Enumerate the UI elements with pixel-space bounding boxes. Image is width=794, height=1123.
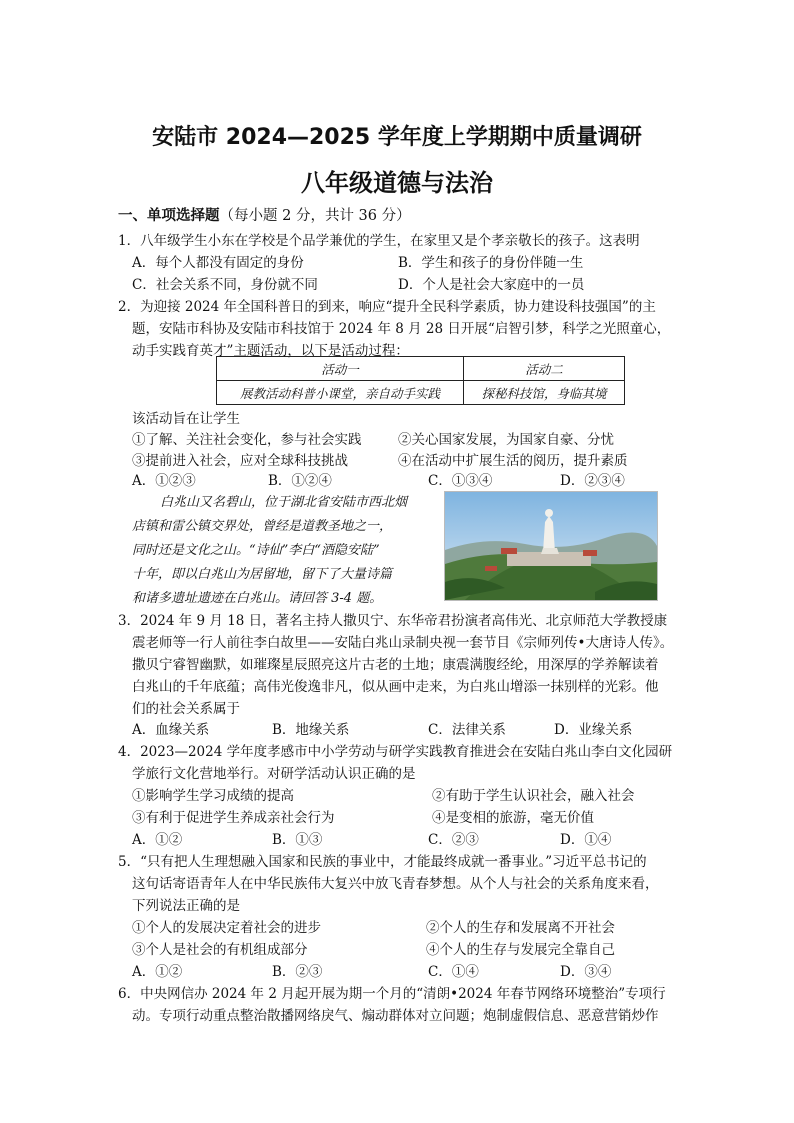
q4-stem-line1: 4．2023—2024 学年度孝感市中小学劳动与研学实践教育推进会在安陆白兆山李白文化园研 [118, 744, 673, 760]
q5-option-d: D．③④ [560, 964, 612, 980]
activity-one-header: 活动一 [217, 357, 464, 381]
q5-statement-3: ③个人是社会的有机组成部分 [132, 942, 308, 958]
q3-stem-line4: 白兆山的千年底蕴；高伟光俊逸非凡，似从画中走来，为白兆山增添一抹别样的光彩。他 [132, 679, 659, 695]
passage-line2: 店镇和雷公镇交界处，曾经是道教圣地之一， [132, 519, 393, 534]
q5-option-b: B．②③ [272, 964, 323, 980]
q2-option-a: A．①②③ [132, 473, 196, 489]
baizhao-mountain-photo [444, 491, 658, 601]
activity-table-row [217, 381, 625, 405]
q3-option-d: D．业缘关系 [554, 722, 633, 738]
passage-line1: 白兆山又名碧山，位于湖北省安陆市西北烟 [160, 495, 408, 510]
activity-table-header [217, 357, 625, 381]
q5-stem-line1: 5．“只有把人生理想融入国家和民族的事业中，才能最终成就一番事业。”习近平总书记的 [118, 854, 647, 870]
q5-statement-2: ②个人的生存和发展离不开社会 [426, 920, 615, 936]
activity-one-cell: 展教活动科普小课堂，亲自动手实践 [217, 381, 464, 405]
q5-stem-line3: 下列说法正确的是 [132, 898, 240, 914]
q2-statement-1: ①了解、关注社会变化，参与社会实践 [132, 432, 362, 448]
q6-stem-line1: 6．中央网信办 2024 年 2 月起开展为期一个月的“清朗•2024 年春节网络环境整治”专项行 [118, 986, 666, 1002]
q2-stem-line2: 题，安陆市科协及安陆市科技馆于 2024 年 8 月 28 日开展“启智引梦，科学之光照童心， [132, 321, 671, 337]
q4-statement-2: ②有助于学生认识社会，融入社会 [432, 788, 635, 804]
q2-statement-4: ④在活动中扩展生活的阅历，提升素质 [398, 453, 628, 469]
q3-option-b: B．地缘关系 [272, 722, 350, 738]
q4-statement-3: ③有利于促进学生养成亲社会行为 [132, 810, 335, 826]
q4-statement-4: ④是变相的旅游，毫无价值 [432, 810, 594, 826]
q5-option-c: C．①④ [428, 964, 479, 980]
q2-stem-line3: 动手实践育英才”主题活动，以下是活动过程： [132, 343, 409, 359]
q2-statement-3: ③提前进入社会，应对全球科技挑战 [132, 453, 348, 469]
activity-two-header: 活动二 [464, 357, 625, 381]
q2-stem-line1: 2．为迎接 2024 年全国科普日的到来，响应“提升全民科学素质，协力建设科技强国”的主 [118, 299, 656, 315]
q4-option-b: B．①③ [272, 832, 323, 848]
q1-option-a: A．每个人都没有固定的身份 [132, 255, 304, 271]
q4-option-c: C．②③ [428, 832, 479, 848]
section-note: （每小题 2 分，共计 36 分） [219, 208, 411, 224]
q4-statement-1: ①影响学生学习成绩的提高 [132, 788, 294, 804]
q1-stem: 1．八年级学生小东在学校是个品学兼优的学生，在家里又是个孝亲敬长的孩子。这表明 [118, 233, 640, 249]
exam-subject: 八年级道德与法治 [301, 169, 493, 197]
q4-option-a: A．①② [132, 832, 183, 848]
mountain-statue-illustration [445, 492, 657, 600]
section-heading [118, 204, 411, 225]
exam-title: 安陆市 2024—2025 学年度上学期期中质量调研 [152, 125, 642, 150]
q1-option-d: D．个人是社会大家庭中的一员 [398, 277, 585, 293]
q2-option-c: C．①③④ [428, 473, 493, 489]
q3-stem-line2: 震老师等一行人前往李白故里——安陆白兆山录制央视一套节目《宗师列传•大唐诗人传》。 [132, 635, 674, 651]
q4-stem-line2: 学旅行文化营地举行。对研学活动认识正确的是 [132, 766, 416, 782]
activity-table [216, 356, 625, 405]
activity-two-cell: 探秘科技馆，身临其境 [464, 381, 625, 405]
q6-stem-line2: 动。专项行动重点整治散播网络戾气、煽动群体对立问题；炮制虚假信息、恶意营销炒作 [132, 1008, 659, 1024]
q2-option-d: D．②③④ [560, 473, 625, 489]
q4-option-d: D．①④ [560, 832, 612, 848]
q5-statement-4: ④个人的生存与发展完全靠自己 [426, 942, 615, 958]
q2-statement-2: ②关心国家发展，为国家自豪、分忧 [398, 432, 614, 448]
q1-option-b: B．学生和孩子的身份伴随一生 [398, 255, 584, 271]
section-title: 一、单项选择题 [118, 208, 220, 224]
q2-prompt: 该活动旨在让学生 [132, 411, 240, 427]
q3-option-a: A．血缘关系 [132, 722, 210, 738]
q2-option-b: B．①②④ [268, 473, 332, 489]
q3-stem-line1: 3．2024 年 9 月 18 日，著名主持人撒贝宁、东华帝君扮演者高伟光、北京师范大学教授康 [118, 613, 668, 629]
q5-statement-1: ①个人的发展决定着社会的进步 [132, 920, 321, 936]
passage-line5: 和诸多遗址遗迹在白兆山。请回答 3-4 题。 [132, 591, 383, 606]
q5-stem-line2: 这句话寄语青年人在中华民族伟大复兴中放飞青春梦想。从个人与社会的关系角度来看， [132, 876, 659, 892]
q3-stem-line5: 们的社会关系属于 [132, 701, 240, 717]
q1-option-c: C．社会关系不同，身份就不同 [132, 277, 318, 293]
passage-line4: 十年，即以白兆山为居留地，留下了大量诗篇 [132, 567, 393, 582]
passage-line3: 同时还是文化之山。“诗仙”李白“酒隐安陆” [132, 543, 380, 558]
q3-option-c: C．法律关系 [428, 722, 506, 738]
q5-option-a: A．①② [132, 964, 183, 980]
q3-stem-line3: 撒贝宁睿智幽默，如璀璨星辰照亮这片古老的土地；康震满腹经纶，用深厚的学养解读着 [132, 657, 659, 673]
